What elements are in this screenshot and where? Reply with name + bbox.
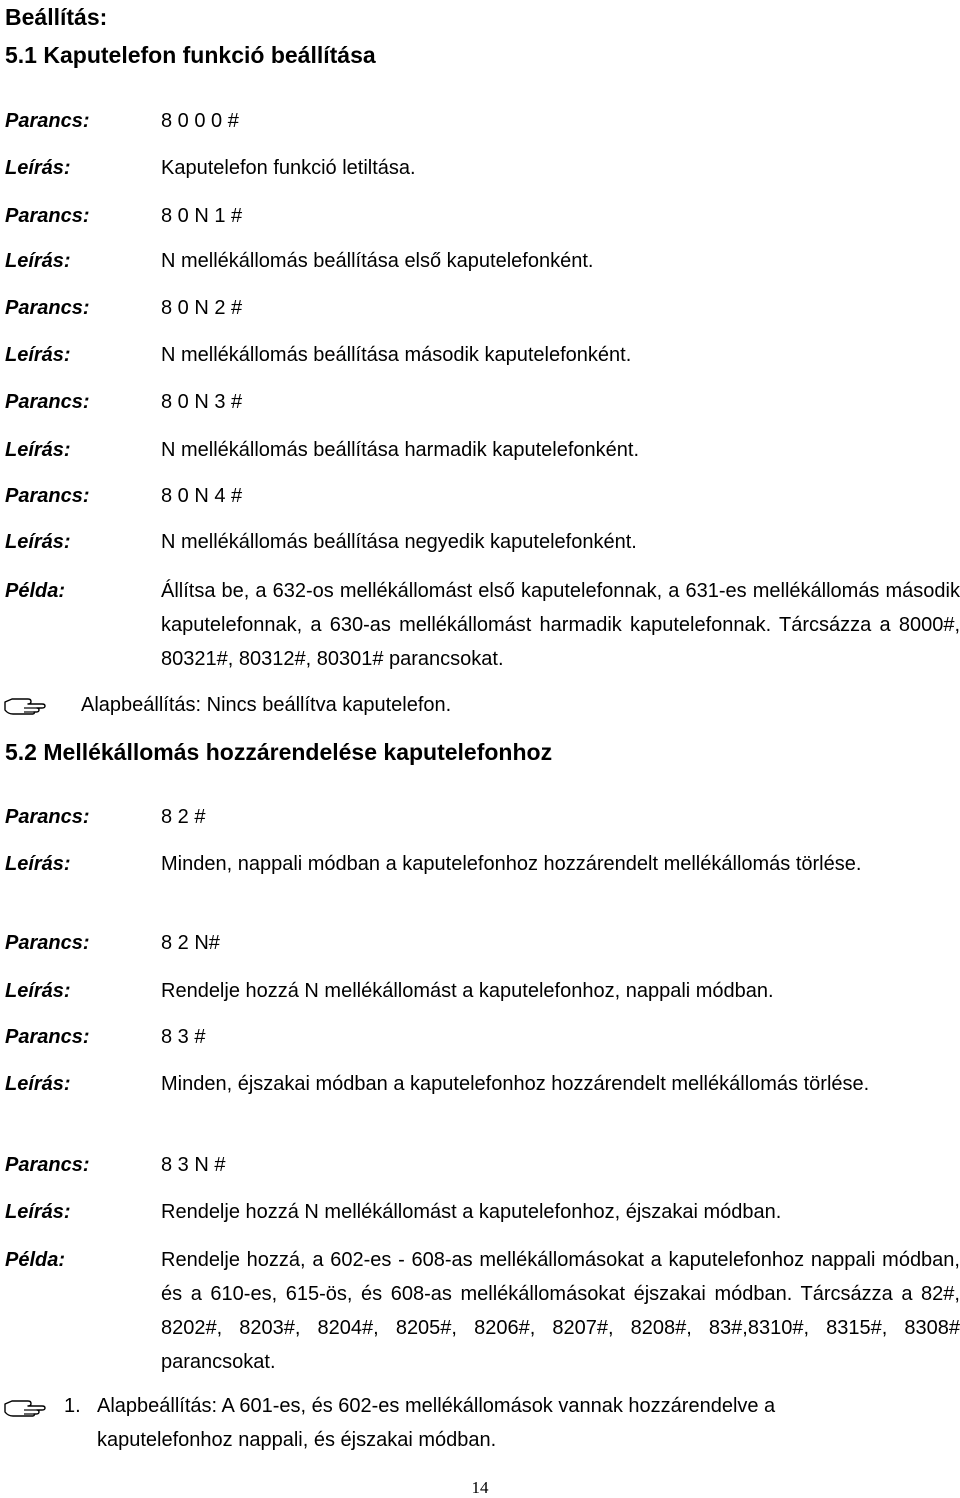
page-number: 14 <box>471 1478 489 1497</box>
description-value: Kaputelefon funkció letiltása. <box>161 157 416 179</box>
description-value: N mellékállomás beállítása második kaputelefonként. <box>161 344 632 366</box>
command-label: Parancs: <box>5 297 90 319</box>
default-setting-note: Alapbeállítás: Nincs beállítva kaputelefon. <box>81 694 452 716</box>
description-label: Leírás: <box>5 1201 71 1223</box>
heading-5-1: 5.1 Kaputelefon funkció beállítása <box>5 42 376 68</box>
description-value: Rendelje hozzá N mellékállomást a kaputelefonhoz, éjszakai módban. <box>161 1201 782 1223</box>
description-label: Leírás: <box>5 250 71 272</box>
command-value: 8 0 N 3 # <box>161 391 243 413</box>
heading-5-2: 5.2 Mellékállomás hozzárendelése kaputelefonhoz <box>5 739 553 765</box>
description-value: N mellékállomás beállítása első kaputelefonként. <box>161 250 594 272</box>
description-value: Rendelje hozzá N mellékállomást a kaputelefonhoz, nappali módban. <box>161 980 774 1002</box>
section-title: Beállítás: <box>5 4 108 30</box>
command-value: 8 2 # <box>161 806 206 828</box>
description-value: Minden, éjszakai módban a kaputelefonhoz hozzárendelt mellékállomás törlése. <box>161 1073 870 1095</box>
command-label: Parancs: <box>5 485 90 507</box>
command-value: 8 2 N# <box>161 932 220 954</box>
command-value: 8 0 N 1 # <box>161 205 243 227</box>
default-setting-note: Alapbeállítás: A 601-es, és 602-es mellékállomások vannak hozzárendelve a kaputelefonhoz nappali, és éjszakai módban. <box>97 1395 776 1451</box>
description-value: N mellékállomás beállítása negyedik kaputelefonként. <box>161 531 637 553</box>
example-label: Példa: <box>5 1249 66 1271</box>
command-value: 8 3 N # <box>161 1154 226 1176</box>
example-label: Példa: <box>5 580 66 602</box>
command-label: Parancs: <box>5 1154 90 1176</box>
command-value: 8 3 # <box>161 1026 206 1048</box>
pointing-hand-icon <box>4 693 48 715</box>
description-label: Leírás: <box>5 439 71 461</box>
example-value: Állítsa be, a 632-os mellékállomást első kaputelefonnak, a 631-es mellékállomás második kaputelefonnak, a 630-as mellékállomást harmadik kaputelefonnak. Tárcsázza a 8000#, 80321#, 80312#, 80301# parancsokat. <box>161 580 960 670</box>
command-label: Parancs: <box>5 932 90 954</box>
command-label: Parancs: <box>5 110 90 132</box>
description-value: N mellékállomás beállítása harmadik kaputelefonként. <box>161 439 640 461</box>
list-number: 1. <box>64 1395 81 1417</box>
description-label: Leírás: <box>5 344 71 366</box>
pointing-hand-icon <box>4 1395 48 1417</box>
command-value: 8 0 N 4 # <box>161 485 243 507</box>
command-label: Parancs: <box>5 806 90 828</box>
description-value: Minden, nappali módban a kaputelefonhoz hozzárendelt mellékállomás törlése. <box>161 853 862 875</box>
description-label: Leírás: <box>5 853 71 875</box>
description-label: Leírás: <box>5 980 71 1002</box>
command-label: Parancs: <box>5 1026 90 1048</box>
example-value: Rendelje hozzá, a 602-es - 608-as mellékállomásokat a kaputelefonhoz nappali módban, és a 610-es, 615-ös, és 608-as mellékállomásokat éjszakai módban. Tárcsázza a 82#, 8202#, 8203#, 8204#, 8205#, 8206#, 8207#, 8208#, 83#,8310#, 8315#, 8308# parancsokat. <box>161 1249 960 1373</box>
command-value: 8 0 0 0 # <box>161 110 239 132</box>
description-label: Leírás: <box>5 1073 71 1095</box>
command-value: 8 0 N 2 # <box>161 297 243 319</box>
description-label: Leírás: <box>5 531 71 553</box>
description-label: Leírás: <box>5 157 71 179</box>
command-label: Parancs: <box>5 205 90 227</box>
command-label: Parancs: <box>5 391 90 413</box>
